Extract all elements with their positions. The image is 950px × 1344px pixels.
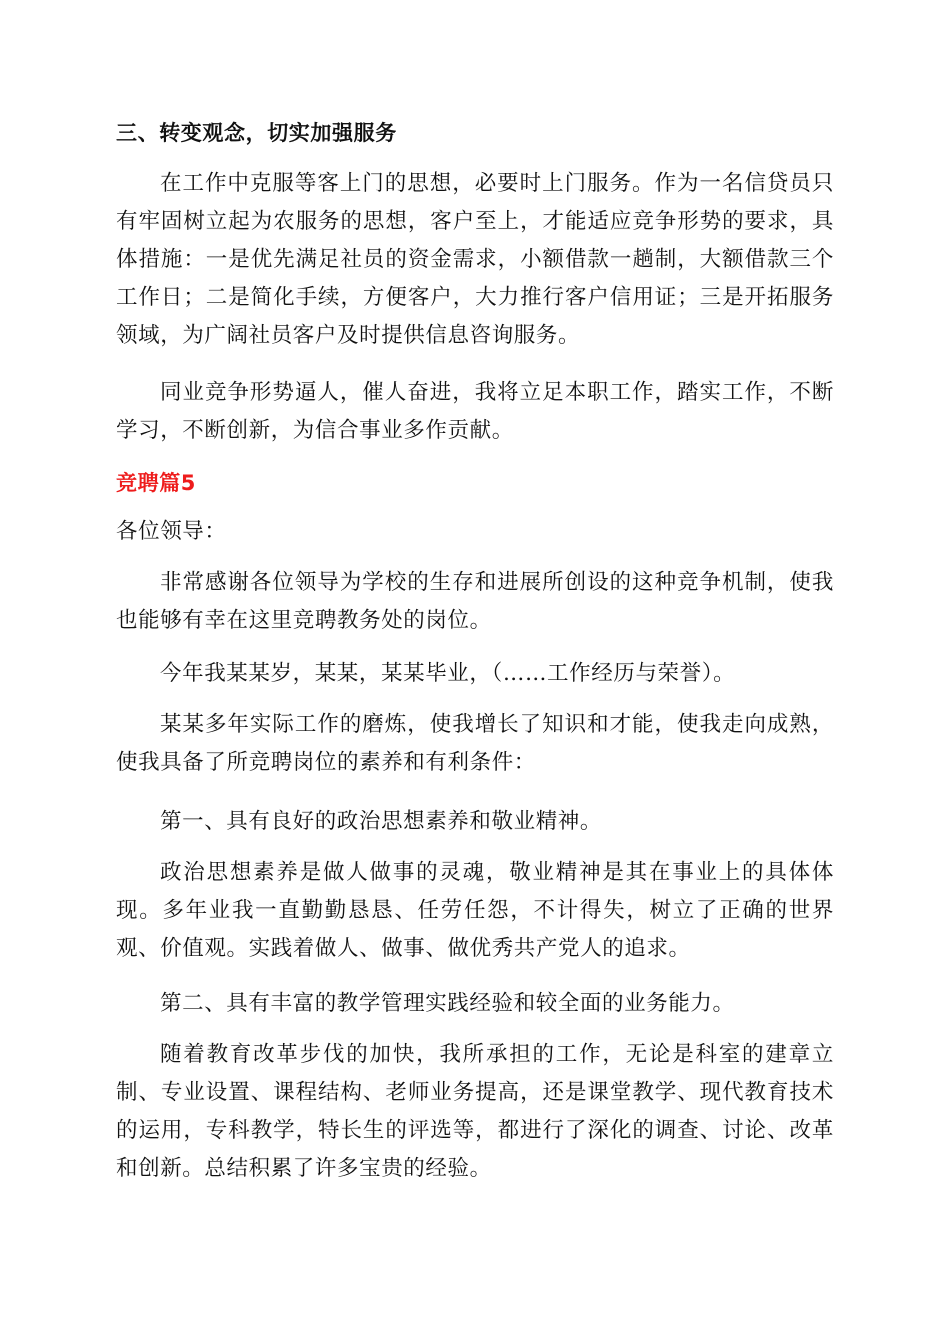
- paragraph-competition-pledge: 同业竞争形势逼人，催人奋进，我将立足本职工作，踏实工作，不断学习，不断创新，为信合事业多作贡献。: [116, 380, 834, 443]
- paragraph-point-one: 第一、具有良好的政治思想素养和敬业精神。: [160, 809, 603, 834]
- article-title: 竞聘篇5: [116, 471, 197, 495]
- paragraph-political-quality: 政治思想素养是做人做事的灵魂，敬业精神是其在事业上的具体体现。多年业我一直勤勤恳恳、任劳任怨，不计得失，树立了正确的世界观、价值观。实践着做人、做事、做优秀共产党人的追求。: [116, 860, 834, 961]
- paragraph-service-measures: 在工作中克服等客上门的思想，必要时上门服务。作为一名信贷员只有牢固树立起为农服务的思想，客户至上，才能适应竞争形势的要求，具体措施：一是优先满足社员的资金需求，小额借款一趟制，大额借款三个工作日；二是简化手续，方便客户，大力推行客户信用证；三是开拓服务领域，为广阔社员客户及时提供信息咨询服务。: [116, 171, 834, 348]
- section-heading: 三、转变观念，切实加强服务: [116, 121, 397, 145]
- paragraph-gratitude: 非常感谢各位领导为学校的生存和进展所创设的这种竞争机制，使我也能够有幸在这里竞聘教务处的岗位。: [116, 570, 834, 633]
- paragraph-personal-info: 今年我某某岁，某某，某某毕业，（……工作经历与荣誉）。: [160, 661, 736, 686]
- paragraph-point-two: 第二、具有丰富的教学管理实践经验和较全面的业务能力。: [160, 991, 735, 1016]
- paragraph-teaching-management: 随着教育改革步伐的加快，我所承担的工作，无论是科室的建章立制、专业设置、课程结构、老师业务提高，还是课堂教学、现代教育技术的运用，专科教学，特长生的评选等，都进行了深化的调查、讨论、改革和创新。总结积累了许多宝贵的经验。: [116, 1042, 834, 1181]
- salutation: 各位领导：: [116, 519, 227, 544]
- paragraph-experience: 某某多年实际工作的磨炼，使我增长了知识和才能，使我走向成熟，使我具备了所竞聘岗位的素养和有利条件：: [116, 712, 834, 775]
